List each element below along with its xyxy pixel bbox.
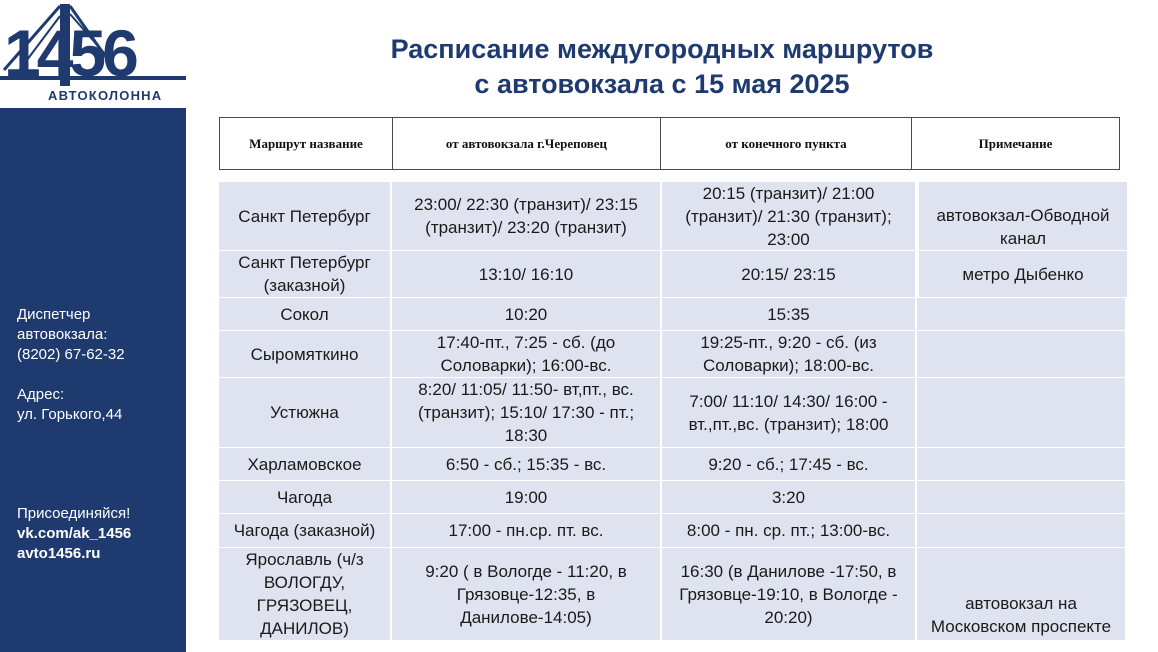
from-station-cell: 13:10/ 16:10 xyxy=(392,251,660,297)
dispatcher-block xyxy=(17,305,125,365)
from-end-cell: 16:30 (в Данилове -17:50, в Грязовце-19:10, в Вологде - 20:20) xyxy=(662,548,915,640)
column-header-from-end: от конечного пункта xyxy=(661,118,912,169)
table-row xyxy=(219,481,1127,513)
table-row xyxy=(219,514,1127,547)
note-cell xyxy=(917,378,1125,447)
route-cell: Чагода (заказной) xyxy=(219,514,390,547)
table-row xyxy=(219,548,1127,640)
from-end-cell: 20:15 (транзит)/ 21:00 (транзит)/ 21:30 (транзит); 23:00 xyxy=(662,182,915,250)
from-station-cell: 19:00 xyxy=(392,481,660,513)
note-cell xyxy=(917,448,1125,480)
schedule-table xyxy=(219,182,1127,641)
route-cell: Сыромяткино xyxy=(219,331,390,377)
logo-number: 1456 xyxy=(4,16,135,90)
bridge-logo-icon xyxy=(0,0,186,92)
table-row xyxy=(219,448,1127,480)
route-cell: Санкт Петербург xyxy=(219,182,390,250)
route-cell: Санкт Петербург (заказной) xyxy=(219,251,390,297)
dispatcher-phone: (8202) 67-62-32 xyxy=(17,346,125,363)
column-header-from-station: от автовокзала г.Череповец xyxy=(393,118,661,169)
note-cell xyxy=(917,481,1125,513)
sidebar xyxy=(0,0,186,652)
from-end-cell: 20:15/ 23:15 xyxy=(662,251,915,297)
note-cell: автовокзал на Московском проспекте xyxy=(917,548,1125,640)
route-cell: Харламовское xyxy=(219,448,390,480)
table-row xyxy=(219,182,919,250)
dispatcher-label: Диспетчер xyxy=(17,306,91,323)
title-line-2: с автовокзала с 15 мая 2025 xyxy=(474,69,850,99)
join-label: Присоединяйся! xyxy=(17,505,131,522)
table-header xyxy=(219,117,1120,170)
from-station-cell: 6:50 - сб.; 15:35 - вс. xyxy=(392,448,660,480)
note-cell: автовокзал-Обводной канал xyxy=(919,182,1127,250)
logo xyxy=(0,0,186,108)
table-row xyxy=(219,331,1127,377)
address-value: ул. Горького,44 xyxy=(17,406,123,423)
note-cell xyxy=(917,514,1125,547)
table-row xyxy=(219,378,1127,447)
from-end-cell: 7:00/ 11:10/ 14:30/ 16:00 - вт.,пт.,вс. (транзит); 18:00 xyxy=(662,378,915,447)
address-label: Адрес: xyxy=(17,386,65,403)
route-cell: Устюжна xyxy=(219,378,390,447)
side-panel xyxy=(0,108,186,652)
address-block xyxy=(17,385,122,425)
column-header-note: Примечание xyxy=(978,135,1053,151)
note-cell: метро Дыбенко xyxy=(919,251,1127,297)
from-station-cell: 10:20 xyxy=(392,298,660,330)
from-end-cell: 8:00 - пн. ср. пт.; 13:00-вс. xyxy=(662,514,915,547)
from-station-cell: 9:20 ( в Вологде - 11:20, в Грязовце-12:35, в Данилове-14:05) xyxy=(392,548,660,640)
route-cell: Чагода xyxy=(219,481,390,513)
dispatcher-label-2: автовокзала: xyxy=(17,326,108,343)
column-header-route: Маршрут название xyxy=(220,118,393,169)
vk-link[interactable]: vk.com/ak_1456 xyxy=(17,525,132,542)
from-station-cell: 17:00 - пн.ср. пт. вс. xyxy=(392,514,660,547)
logo-caption: АВТОКОЛОННА xyxy=(48,88,163,103)
from-end-cell: 9:20 - сб.; 17:45 - вс. xyxy=(662,448,915,480)
title-line-1: Расписание междугородных маршрутов xyxy=(390,34,934,64)
from-station-cell: 17:40-пт., 7:25 - сб. (до Соловарки); 16:00-вс. xyxy=(392,331,660,377)
site-link[interactable]: avto1456.ru xyxy=(17,545,101,562)
from-station-cell: 8:20/ 11:05/ 11:50- вт,пт., вс. (транзит); 15:10/ 17:30 - пт.; 18:30 xyxy=(392,378,660,447)
note-cell xyxy=(917,331,1125,377)
from-end-cell: 3:20 xyxy=(662,481,915,513)
from-station-cell: 23:00/ 22:30 (транзит)/ 23:15 (транзит)/ 23:20 (транзит) xyxy=(392,182,660,250)
page-title xyxy=(262,32,1062,102)
note-cell xyxy=(917,298,1125,330)
table-row xyxy=(219,298,1127,330)
from-end-cell: 15:35 xyxy=(662,298,915,330)
from-end-cell: 19:25-пт., 9:20 - сб. (из Соловарки); 18:00-вс. xyxy=(662,331,915,377)
route-cell: Ярославль (ч/з ВОЛОГДУ, ГРЯЗОВЕЦ, ДАНИЛОВ) xyxy=(219,548,390,640)
table-row xyxy=(219,251,919,297)
route-cell: Сокол xyxy=(219,298,390,330)
social-block xyxy=(17,504,131,564)
